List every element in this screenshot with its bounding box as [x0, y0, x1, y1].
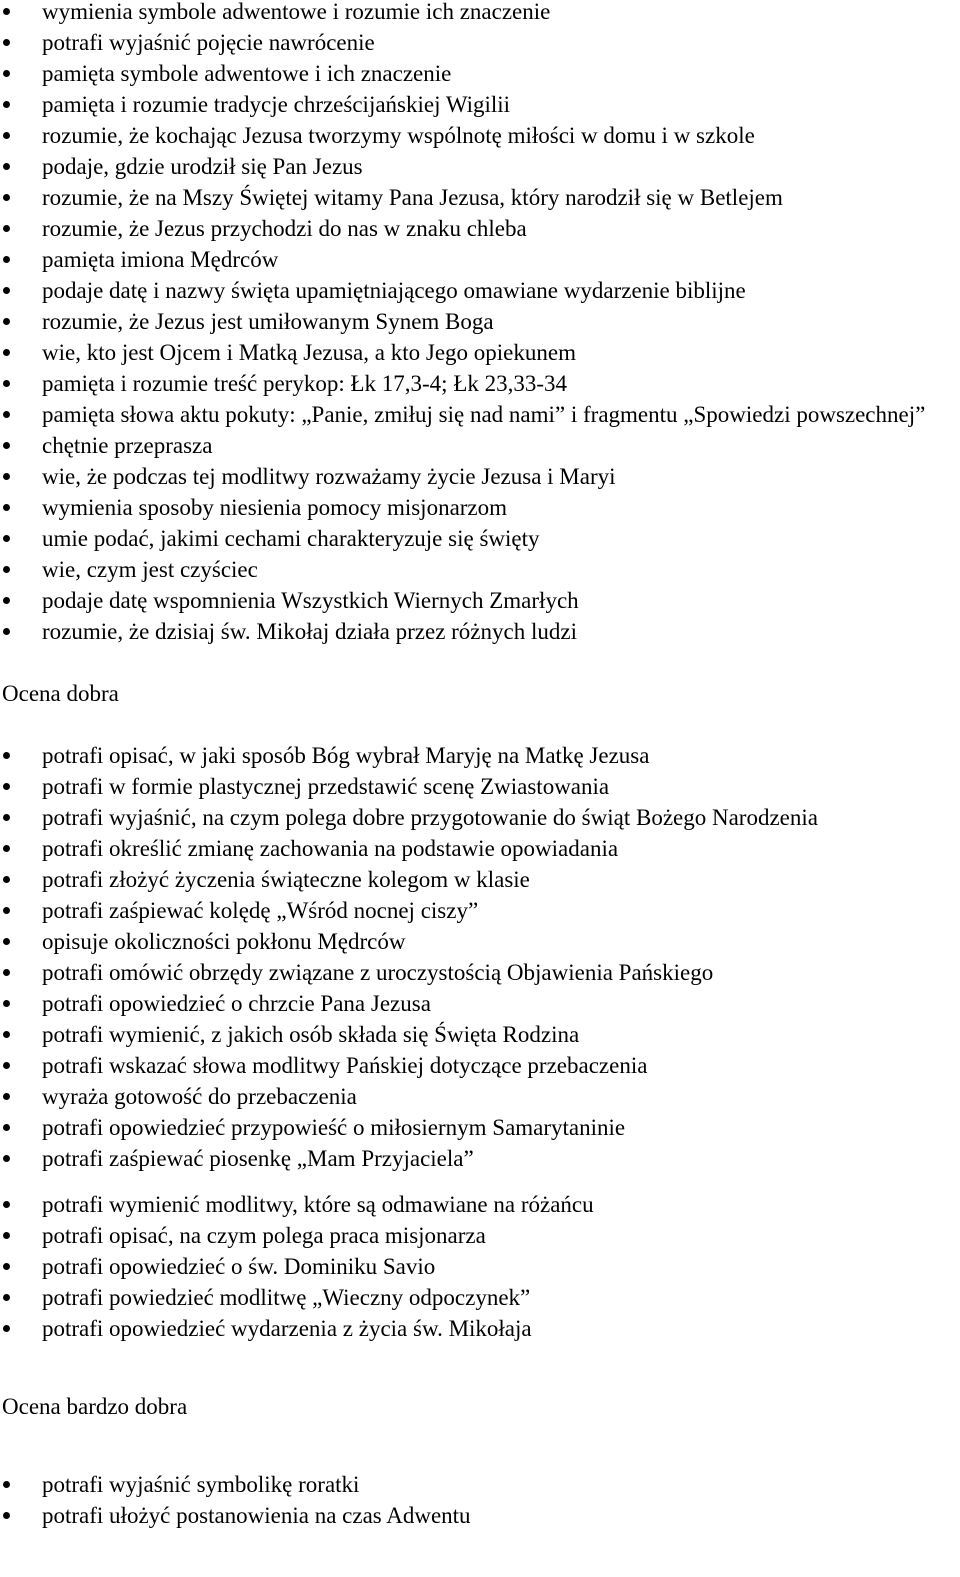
list-item [0, 616, 960, 647]
bullet-icon [3, 1263, 10, 1270]
list-item [0, 1112, 960, 1143]
bullet-icon [3, 380, 10, 387]
list-item-text: potrafi wymienić, z jakich osób składa się Święta Rodzina [42, 1022, 580, 1047]
bullet-icon [3, 938, 10, 945]
list-item-text: podaje datę i nazwy święta upamiętniającego omawiane wydarzenie biblijne [42, 278, 746, 303]
list-item [0, 895, 960, 926]
requirements-list-very-good [0, 1469, 960, 1531]
list-item-text: potrafi zaśpiewać piosenkę „Mam Przyjaciela” [42, 1146, 474, 1171]
list-item-text: potrafi opisać, w jaki sposób Bóg wybrał Maryję na Matkę Jezusa [42, 743, 650, 768]
bullet-icon [3, 349, 10, 356]
list-item-text: wymienia symbole adwentowe i rozumie ich znaczenie [42, 0, 551, 24]
list-item-text: wie, że podczas tej modlitwy rozważamy życie Jezusa i Maryi [42, 464, 616, 489]
list-item [0, 988, 960, 1019]
list-item [0, 306, 960, 337]
list-item-text: pamięta i rozumie treść perykop: Łk 17,3-4; Łk 23,33-34 [42, 371, 568, 396]
list-item-text: umie podać, jakimi cechami charakteryzuje się święty [42, 526, 540, 551]
bullet-icon [3, 876, 10, 883]
bullet-icon [3, 907, 10, 914]
bullet-icon [3, 1325, 10, 1332]
list-item [0, 1251, 960, 1282]
list-item-text: pamięta i rozumie tradycje chrześcijańskiej Wigilii [42, 92, 511, 117]
bullet-icon [3, 256, 10, 263]
list-item [0, 368, 960, 399]
list-item-text: pamięta symbole adwentowe i ich znaczenie [42, 61, 452, 86]
bullet-icon [3, 566, 10, 573]
bullet-icon [3, 1155, 10, 1162]
list-item-text: chętnie przeprasza [42, 433, 213, 458]
list-item-text: wie, czym jest czyściec [42, 557, 258, 582]
list-item-text: potrafi opisać, na czym polega praca misjonarza [42, 1223, 486, 1248]
list-item [0, 1189, 960, 1220]
list-item-text: rozumie, że Jezus jest umiłowanym Synem Boga [42, 309, 494, 334]
list-item [0, 461, 960, 492]
list-item [0, 1500, 960, 1531]
list-item-text: potrafi wskazać słowa modlitwy Pańskiej dotyczące przebaczenia [42, 1053, 648, 1078]
list-item [0, 926, 960, 957]
spacer [0, 1422, 960, 1453]
list-item [0, 864, 960, 895]
bullet-icon [3, 163, 10, 170]
list-item [0, 771, 960, 802]
spacer [0, 1344, 960, 1375]
list-item-text: potrafi ułożyć postanowienia na czas Adwentu [42, 1503, 471, 1528]
list-item-text: opisuje okoliczności pokłonu Mędrców [42, 929, 406, 954]
requirements-list-basic [0, 0, 960, 647]
list-item-text: pamięta słowa aktu pokuty: „Panie, zmiłuj się nad nami” i fragmentu „Spowiedzi powszechnej” [42, 402, 926, 427]
list-item-text: potrafi opowiedzieć wydarzenia z życia św. Mikołaja [42, 1316, 532, 1341]
list-item [0, 399, 960, 430]
bullet-icon [3, 1232, 10, 1239]
bullet-icon [3, 442, 10, 449]
list-item-text: rozumie, że dzisiaj św. Mikołaj działa przez różnych ludzi [42, 619, 577, 644]
list-item-text: potrafi opowiedzieć przypowieść o miłosiernym Samarytaninie [42, 1115, 626, 1140]
list-item [0, 523, 960, 554]
bullet-icon [3, 225, 10, 232]
list-item-text: potrafi wyjaśnić pojęcie nawrócenie [42, 30, 375, 55]
bullet-icon [3, 8, 10, 15]
list-item [0, 213, 960, 244]
heading-ocena-bardzo-dobra: Ocena bardzo dobra [2, 1394, 188, 1419]
list-item [0, 27, 960, 58]
bullet-icon [3, 1201, 10, 1208]
list-item [0, 1220, 960, 1251]
bullet-icon [3, 39, 10, 46]
list-item-text: rozumie, że kochając Jezusa tworzymy wspólnotę miłości w domu i w szkole [42, 123, 755, 148]
list-item [0, 1313, 960, 1344]
bullet-icon [3, 969, 10, 976]
list-item [0, 957, 960, 988]
list-item [0, 58, 960, 89]
list-item [0, 1050, 960, 1081]
spacer [0, 1453, 960, 1469]
bullet-icon [3, 70, 10, 77]
list-item [0, 275, 960, 306]
list-item-text: wyraża gotowość do przebaczenia [42, 1084, 357, 1109]
bullet-icon [3, 1062, 10, 1069]
list-item-text: potrafi opowiedzieć o chrzcie Pana Jezusa [42, 991, 431, 1016]
bullet-icon [3, 318, 10, 325]
list-item [0, 120, 960, 151]
bullet-icon [3, 504, 10, 511]
bullet-icon [3, 628, 10, 635]
heading-ocena-dobra: Ocena dobra [2, 681, 119, 706]
bullet-icon [3, 597, 10, 604]
list-item [0, 802, 960, 833]
list-item [0, 833, 960, 864]
list-item-text: podaje, gdzie urodził się Pan Jezus [42, 154, 363, 179]
list-item-text: potrafi określić zmianę zachowania na podstawie opowiadania [42, 836, 619, 861]
requirements-list-good-a [0, 740, 960, 1174]
list-item-text: potrafi wyjaśnić symbolikę roratki [42, 1472, 360, 1497]
list-item-text: podaje datę wspomnienia Wszystkich Wiernych Zmarłych [42, 588, 579, 613]
bullet-icon [3, 101, 10, 108]
bullet-icon [3, 1000, 10, 1007]
bullet-icon [3, 814, 10, 821]
list-item-text: potrafi złożyć życzenia świąteczne kolegom w klasie [42, 867, 530, 892]
spacer [0, 1174, 960, 1189]
bullet-icon [3, 287, 10, 294]
list-item [0, 1081, 960, 1112]
bullet-icon [3, 1124, 10, 1131]
list-item [0, 554, 960, 585]
list-item [0, 1019, 960, 1050]
list-item [0, 89, 960, 120]
list-item-text: potrafi wyjaśnić, na czym polega dobre przygotowanie do świąt Bożego Narodzenia [42, 805, 818, 830]
list-item-text: potrafi opowiedzieć o św. Dominiku Savio [42, 1254, 436, 1279]
list-item-text: potrafi wymienić modlitwy, które są odmawiane na różańcu [42, 1192, 594, 1217]
list-item [0, 0, 960, 27]
bullet-icon [3, 411, 10, 418]
bullet-icon [3, 132, 10, 139]
list-item-text: rozumie, że na Mszy Świętej witamy Pana Jezusa, który narodził się w Betlejem [42, 185, 783, 210]
bullet-icon [3, 752, 10, 759]
bullet-icon [3, 1031, 10, 1038]
bullet-icon [3, 535, 10, 542]
list-item [0, 740, 960, 771]
requirements-list-good-b [0, 1189, 960, 1344]
list-item [0, 337, 960, 368]
list-item [0, 1143, 960, 1174]
list-item-text: pamięta imiona Mędrców [42, 247, 279, 272]
list-item [0, 1282, 960, 1313]
list-item [0, 492, 960, 523]
list-item-text: rozumie, że Jezus przychodzi do nas w znaku chleba [42, 216, 527, 241]
list-item-text: potrafi zaśpiewać kolędę „Wśród nocnej ciszy” [42, 898, 479, 923]
bullet-icon [3, 783, 10, 790]
list-item-text: potrafi w formie plastycznej przedstawić scenę Zwiastowania [42, 774, 610, 799]
bullet-icon [3, 1093, 10, 1100]
bullet-icon [3, 194, 10, 201]
bullet-icon [3, 845, 10, 852]
spacer [0, 709, 960, 740]
list-item [0, 182, 960, 213]
bullet-icon [3, 1294, 10, 1301]
bullet-icon [3, 1481, 10, 1488]
bullet-icon [3, 473, 10, 480]
list-item [0, 151, 960, 182]
bullet-icon [3, 1512, 10, 1519]
list-item [0, 430, 960, 461]
spacer [0, 1375, 960, 1391]
list-item [0, 1469, 960, 1500]
list-item-text: wie, kto jest Ojcem i Matką Jezusa, a kto Jego opiekunem [42, 340, 576, 365]
list-item [0, 244, 960, 275]
list-item-text: potrafi omówić obrzędy związane z uroczystością Objawienia Pańskiego [42, 960, 714, 985]
list-item-text: wymienia sposoby niesienia pomocy misjonarzom [42, 495, 508, 520]
spacer [0, 647, 960, 678]
list-item-text: potrafi powiedzieć modlitwę „Wieczny odpoczynek” [42, 1285, 531, 1310]
list-item [0, 585, 960, 616]
